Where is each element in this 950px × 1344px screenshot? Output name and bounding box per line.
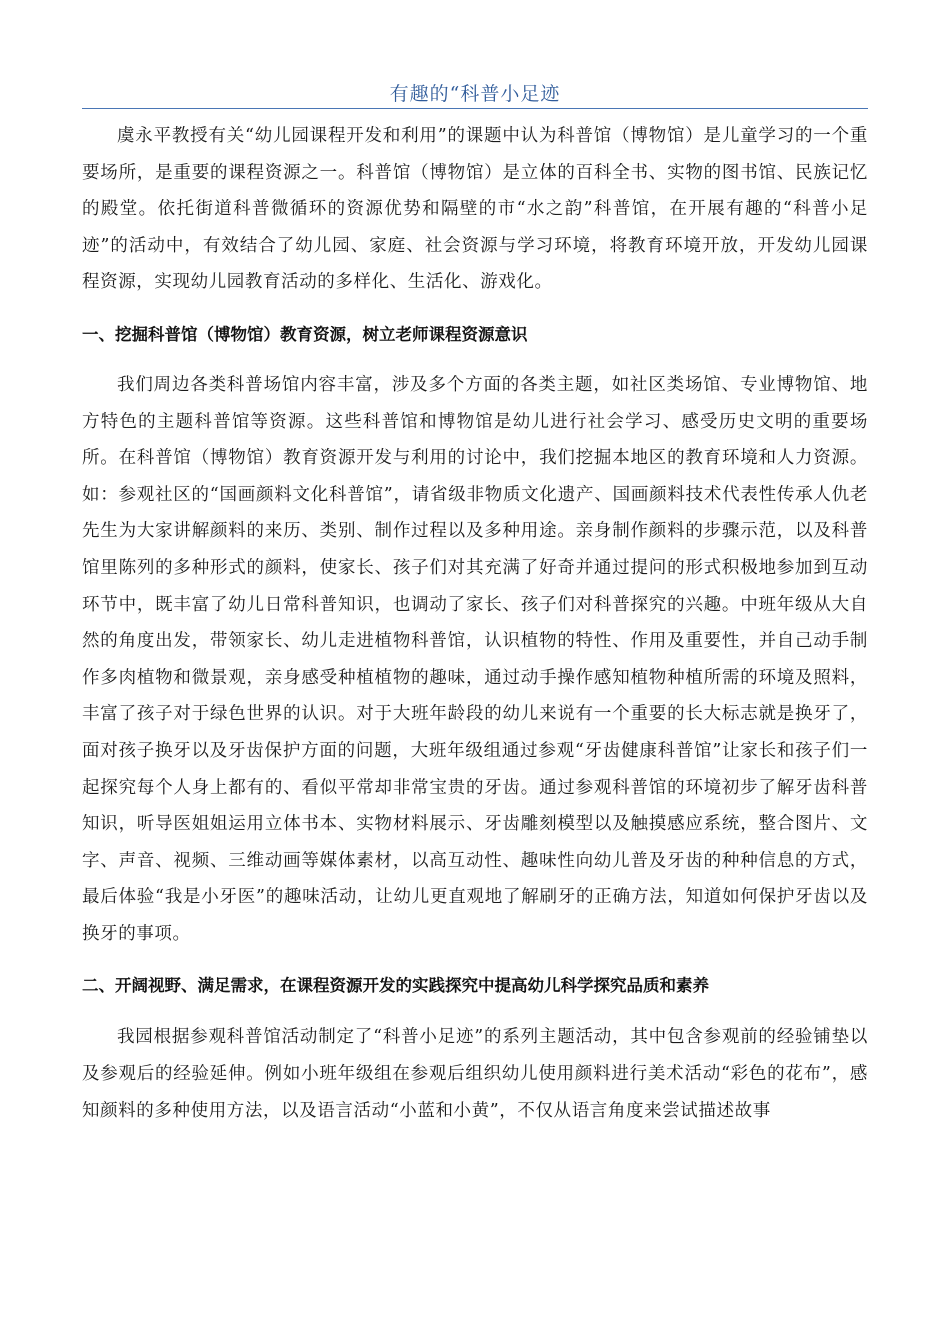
section-2-paragraph: 我园根据参观科普馆活动制定了“科普小足迹”的系列主题活动，其中包含参观前的经验铺垫以及参观后的经验延伸。例如小班年级组在参观后组织幼儿使用颜料进行美术活动“彩色的花布”，感知颜料的多种使用方法，以及语言活动“小蓝和小黄”，不仅从语言角度来尝试描述故事 <box>82 1027 868 1121</box>
section-heading-2: 二、开阔视野、满足需求，在课程资源开发的实践探究中提高幼儿科学探究品质和素养 <box>82 976 709 996</box>
document-title: 有趣的“科普小足迹 <box>389 83 561 105</box>
section-heading-1: 一、挖掘科普馆（博物馆）教育资源，树立老师课程资源意识 <box>82 324 528 344</box>
title-underline <box>82 108 868 109</box>
document-body <box>82 118 868 1129</box>
section-1-paragraph: 我们周边各类科普场馆内容丰富，涉及多个方面的各类主题，如社区类场馆、专业博物馆、地方特色的主题科普馆等资源。这些科普馆和博物馆是幼儿进行社会学习、感受历史文明的重要场所。在科普馆（博物馆）教育资源开发与利用的讨论中，我们挖掘本地区的教育环境和人力资源。如：参观社区的“国画颜料文化科普馆”，请省级非物质文化遗产、国画颜料技术代表性传承人仇老先生为大家讲解颜料的来历、类别、制作过程以及多种用途。亲身制作颜料的步骤示范，以及科普馆里陈列的多种形式的颜料，使家长、孩子们对其充满了好奇并通过提问的形式积极地参加到互动环节中，既丰富了幼儿日常科普知识，也调动了家长、孩子们对科普探究的兴趣。中班年级从大自然的角度出发，带领家长、幼儿走进植物科普馆，认识植物的特性、作用及重要性，并自己动手制作多肉植物和微景观，亲身感受种植植物的趣味，通过动手操作感知植物种植所需的环境及照料，丰富了孩子对于绿色世界的认识。对于大班年龄段的幼儿来说有一个重要的长大标志就是换牙了，面对孩子换牙以及牙齿保护方面的问题，大班年级组通过参观“牙齿健康科普馆”让家长和孩子们一起探究每个人身上都有的、看似平常却非常宝贵的牙齿。通过参观科普馆的环境初步了解牙齿科普知识，听导医姐姐运用立体书本、实物材料展示、牙齿雕刻模型以及触摸感应系统，整合图片、文字、声音、视频、三维动画等媒体素材，以高互动性、趣味性向幼儿普及牙齿的种种信息的方式，最后体验“我是小牙医”的趣味活动，让幼儿更直观地了解刷牙的正确方法，知道如何保护牙齿以及换牙的事项。 <box>82 374 868 944</box>
intro-paragraph: 虞永平教授有关“幼儿园课程开发和利用”的课题中认为科普馆（博物馆）是儿童学习的一个重要场所，是重要的课程资源之一。科普馆（博物馆）是立体的百科全书、实物的图书馆、民族记忆的殿堂。依托街道科普微循环的资源优势和隔壁的市“水之韵”科普馆，在开展有趣的“科普小足迹”的活动中，有效结合了幼儿园、家庭、社会资源与学习环境，将教育环境开放，开发幼儿园课程资源，实现幼儿园教育活动的多样化、生活化、游戏化。 <box>82 126 868 293</box>
